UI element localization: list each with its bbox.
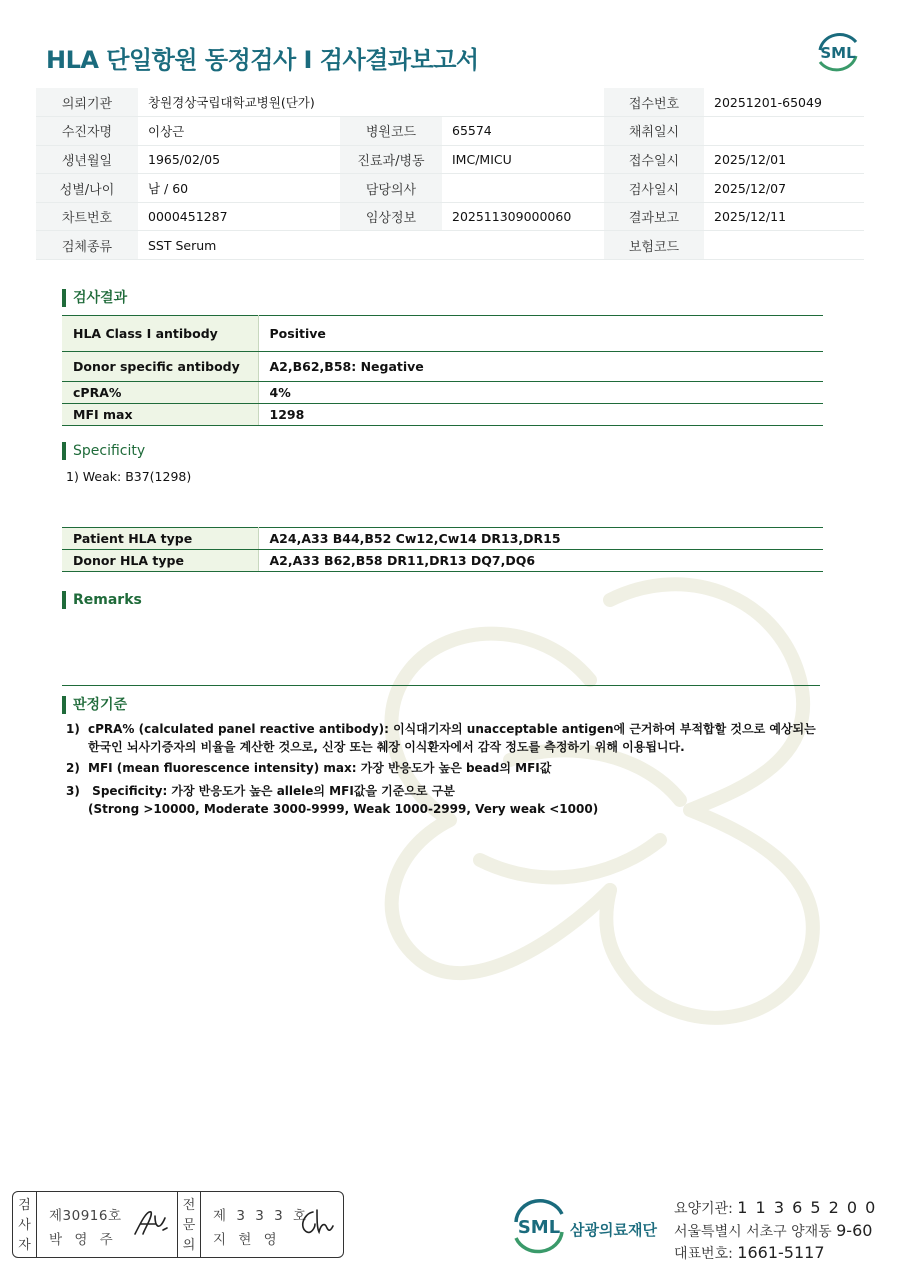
info-value: 2025/12/01 — [704, 145, 864, 174]
table-row — [62, 550, 823, 572]
result-value: A2,B62,B58: Negative — [258, 352, 823, 382]
info-value — [704, 231, 864, 260]
footer-address: 서울특별시 서초구 양재동 9-60 — [674, 1221, 873, 1240]
info-value — [704, 117, 864, 146]
info-value: 창원경상국립대학교병원(단가) — [138, 88, 604, 117]
table-row — [62, 352, 823, 382]
specificity-section-title: Specificity — [62, 442, 145, 460]
info-value: 0000451287 — [138, 202, 340, 231]
info-row — [36, 117, 864, 146]
footer-logo-text: SML — [517, 1217, 561, 1238]
info-row — [36, 88, 864, 117]
specialist-label: 전 문 의 — [177, 1192, 201, 1257]
info-label: 차트번호 — [36, 202, 138, 231]
info-label: 보험코드 — [604, 231, 704, 260]
info-row — [36, 202, 864, 231]
info-label: 검사일시 — [604, 174, 704, 203]
info-label: 생년월일 — [36, 145, 138, 174]
result-value: 1298 — [258, 404, 823, 426]
hla-type-table — [62, 527, 823, 572]
results-table — [62, 315, 823, 426]
info-row — [36, 231, 864, 260]
criteria-text: Specificity: 가장 반응도가 높은 allele의 MFI값을 기준으로 구분 — [88, 784, 455, 798]
result-value: Positive — [258, 316, 823, 352]
signature-box — [12, 1191, 344, 1258]
examiner-signature-icon — [131, 1204, 171, 1240]
sml-footer-logo-icon — [508, 1196, 570, 1256]
info-label: 병원코드 — [340, 117, 442, 146]
info-row — [36, 174, 864, 203]
info-value: 이상근 — [138, 117, 340, 146]
hla-type-value: A24,A33 B44,B52 Cw12,Cw14 DR13,DR15 — [258, 528, 823, 550]
result-value: 4% — [258, 382, 823, 404]
specialist-signature-icon — [295, 1206, 339, 1240]
results-section-title: 검사결과 — [62, 289, 127, 307]
info-value: 202511309000060 — [442, 202, 604, 231]
info-value: 2025/12/11 — [704, 202, 864, 231]
examiner-name: 박 영 주 — [49, 1232, 117, 1248]
hla-type-label: Patient HLA type — [62, 528, 258, 550]
info-value: 20251201-65049 — [704, 88, 864, 117]
examiner-label: 검 사 자 — [13, 1192, 37, 1257]
info-label: 결과보고 — [604, 202, 704, 231]
info-label: 검체종류 — [36, 231, 138, 260]
footer-phone: 대표번호: 1661-5117 — [674, 1243, 825, 1262]
hla-type-value: A2,A33 B62,B58 DR11,DR13 DQ7,DQ6 — [258, 550, 823, 572]
info-label: 채취일시 — [604, 117, 704, 146]
info-row — [36, 145, 864, 174]
info-value: IMC/MICU — [442, 145, 604, 174]
footer-institution-code: 요양기관: 1 1 3 6 5 2 0 0 — [674, 1198, 877, 1217]
criteria-section-title: 판정기준 — [62, 696, 127, 714]
info-value: SST Serum — [138, 231, 604, 260]
result-label: cPRA% — [62, 382, 258, 404]
info-label: 임상정보 — [340, 202, 442, 231]
info-label: 접수번호 — [604, 88, 704, 117]
info-label: 의뢰기관 — [36, 88, 138, 117]
sml-logo-icon — [812, 28, 864, 76]
criteria-text: 한국인 뇌사기증자의 비율을 계산한 것으로, 신장 또는 췌장 이식환자에서 감작 정도를 측정하기 위해 이용됩니다. — [88, 740, 685, 754]
criteria-text: MFI (mean fluorescence intensity) max: 가장 반응도가 높은 bead의 MFI값 — [88, 761, 552, 775]
result-label: Donor specific antibody — [62, 352, 258, 382]
result-label: MFI max — [62, 404, 258, 426]
hla-type-label: Donor HLA type — [62, 550, 258, 572]
info-value — [442, 174, 604, 203]
specialist-name: 지 현 영 — [213, 1232, 281, 1248]
criteria-number: 1) — [66, 722, 80, 736]
table-row — [62, 316, 823, 352]
info-value: 65574 — [442, 117, 604, 146]
criteria-text: cPRA% (calculated panel reactive antibody): 이식대기자의 unacceptable antigen에 근거하여 부적합할 것으로 예상되는 — [88, 722, 816, 736]
table-row — [62, 404, 823, 426]
criteria-number: 2) — [66, 761, 80, 775]
info-label: 진료과/병동 — [340, 145, 442, 174]
info-label: 성별/나이 — [36, 174, 138, 203]
report-title: HLA 단일항원 동정검사 I 검사결과보고서 — [46, 46, 479, 74]
remarks-divider — [62, 685, 820, 686]
table-row — [62, 382, 823, 404]
criteria-text: (Strong >10000, Moderate 3000-9999, Weak 1000-2999, Very weak <1000) — [88, 802, 599, 816]
table-row — [62, 528, 823, 550]
info-value: 2025/12/07 — [704, 174, 864, 203]
info-label: 수진자명 — [36, 117, 138, 146]
info-value: 남 / 60 — [138, 174, 340, 203]
info-label: 접수일시 — [604, 145, 704, 174]
sml-logo-text: SML — [820, 44, 856, 62]
specialist-license-number: 제 3 3 3 호 — [213, 1208, 310, 1224]
remarks-section-title: Remarks — [62, 591, 142, 609]
result-label: HLA Class I antibody — [62, 316, 258, 352]
footer-org-name: 삼광의료재단 — [570, 1221, 657, 1239]
criteria-number: 3) — [66, 784, 80, 798]
examiner-license-number: 제30916호 — [49, 1208, 122, 1224]
specificity-text: 1) Weak: B37(1298) — [66, 469, 192, 484]
info-label: 담당의사 — [340, 174, 442, 203]
info-value: 1965/02/05 — [138, 145, 340, 174]
patient-info-table — [36, 88, 864, 260]
